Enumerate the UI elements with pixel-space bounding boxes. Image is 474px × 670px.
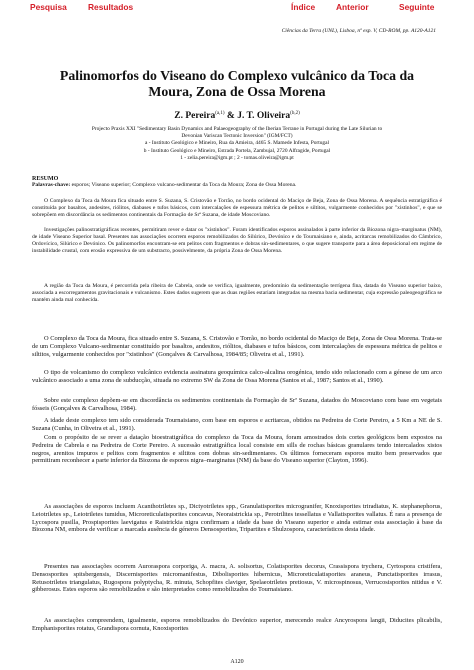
body-paragraph: O tipo de volcanismo do complexo vulcânico evidencia assinatura geoquímica calco-alcalina orogénica, tendo sido relacionado com a génese de um arco vulcânico associado a uma zona de subducção, situada no extremo SW da Zona de Ossa Morena (Santos et al., 1987; Santos et al., 1990). [32,369,442,384]
nav-resultados-link[interactable]: Resultados [88,2,134,12]
body-paragraph: Com o propósito de se rever a datação bioestratigráfica do complexo da Toca da Moura, foram amostrados dois cortes geológicos bem expostos na Pedreira de Cabrela e na Pedreira de Corte Pereiro. A sucessão estratigráfica local consiste em sills de rochas básicas granulares tendo intercalados xistos negros, arenitos impuros e pelitos com fragmentos e siltitos com dobras sin-sedimentares. Os últimos forneceram esporos muito bem preservados que permitiram reconhecer a parte inferior da Biozona de esporos nigra–marginatus (NM) da base do Viseano superior (Clayton, 1996). [32,434,442,465]
affiliation-line: Devonian Variscan Tectonic Inversion" (IGM/FCT) [181,133,293,140]
nav-pesquisa-link[interactable]: Pesquisa [30,2,67,12]
body-paragraph: Sobre este complexo depõem-se em discordância os sedimentos continentais da Formação de Srª Suzana, datados do Moscoviano com base em vegetais fósseis (Gonçalves & Carvalhosa, 1984). [32,397,442,412]
title-line-1: Palinomorfos do Viseano do Complexo vulcânico da Toca da [59,68,415,83]
journal-citation: Ciências da Terra (UNL), Lisboa, nº esp. V, CD-ROM, pp. A120-A121 [281,28,436,34]
abstract-paragraph: O Complexo da Toca da Moura fica situado entre S. Suzana, S. Cristovão e Torrão, no bordo ocidental do Maciço de Beja, Zona de Ossa Morena. A sequência estratigráfica é constituída por basaltos, andesites, riólitos, diabases e tufos básicos, com intercalações de espessura métrica de pelitos e siltitos, vulgarmente conhecidos por "xistinhos", e que se sobrepõem em discordância os sedimentos continentais da Formação de Srª Suzana, de idade Moscoviano. [32,198,442,219]
nav-indice-link[interactable]: Índice [291,2,316,12]
abstract-paragraph: A região da Toca da Moura, é percorrida pela ribeira de Cabrela, onde se verifica, igualmente, predomínio da sedimentação terrígena fina, datada do Viseano superior baixo, associada a escorregamentos gravitacionais e vulcanismo. Estes dados sugerem que as duas regiões estariam integradas na mesma bacia sedimentar, cuja expressão paleogeográfica se mantém ainda mal conhecida. [32,283,442,304]
body-paragraph: A idade deste complexo tem sido considerada Tournaisiano, com base em esporos e acritarcas, obtidos na Pedreira de Corte Pereiro, a 5 Km a NE de S. Suzana (Cunha, in Oliveira et al., 1991). [32,417,442,432]
author-1: Z. Pereira [174,111,216,122]
author-2: J. T. Oliveira [237,111,291,122]
affiliation-line: b - Instituto Geológico e Mineiro, Estrada Portela, Zambujal, 2720 Alfragide, Portugal [143,147,331,154]
nav-seguinte-link[interactable]: Seguinte [399,2,435,12]
resumo-heading: RESUMO [32,176,59,182]
paper-title [0,68,474,100]
abstract-paragraph: Investigações palinostratigráficas recentes, permitiram rever e datar os "xistinhos". Foram identificados esporos assinalados à parte inferior da Biozona nigra–marginatus (NM), de idade Viseano Superior basal. Presentes nas associações ocorrem esporos remobilizados do Silúrico, Devónico e do Tournaisiano e, ainda, acritarcas remobilizados do Câmbrico, Ordovícico, Silúrico e Devónico. Os palinomorfos encontram-se em pelitos com fragmentos e dobras sin-sedimentares, o que sugere transporte para a área deposicional em regime de instabilidade crustal, com erosão expressiva de um substracto, possivelmente, da própria Zona de Ossa Morena. [32,227,442,255]
body-paragraph: As associações de esporos incluem Acanthotriletes sp., Dictyotriletes spp., Granulatisporites microgranifer, Knoxisporites triradiatus, K. stephanephorus, Leiotriletes sp., Leiotriletes tumidus, Microreticulatisporites concavus, Neoraistrickia sp., Perotrilites tessellatus e Vallatisporites vallatus. É rara a presença de Lycospora pusilla, Prospisporites laevigatus e Raistrickia nigra confirmam a idade da base do Viseano superior e ainda estimar esta associação à base da Biozona NM, embora de verificar a marcada ausência de géneros Densosporites, Tripartites e Shulzospora, característicos desta idade. [32,503,442,534]
body-paragraph: O Complexo da Toca da Moura, fica situado entre S. Suzana, S. Cristovão e Torrão, no bordo ocidental do Maciço de Beja, Zona de Ossa Morena. Trata-se de um Complexo Vulcano-sedimentar constituído por basaltos, andesitos, riólitos, diabases e tufos básicos, com intercalações de espessura métrica de pelitos e siltitos, vulgarmente conhecidos por "xistinhos" (Gonçalves & Carvalhosa, 1984/85; Oliveira et al., 1991). [32,335,442,358]
navigation-bar [0,0,474,20]
title-line-2: Moura, Zona de Ossa Morena [148,84,326,99]
author-separator: & [224,111,238,122]
affiliations [60,126,414,162]
affiliation-line: 1 - zelia.pereira@igm.pt ; 2 - tomas.oliveira@igm.pt [180,154,294,161]
author-1-affil: (a,1) [215,111,225,116]
body-paragraph: Presentes nas associações ocorrem Aurorasporа corporiga, A. macra, A. solisortus, Colatisporites decorus, Crassispora trychera, Cyrtospora cristifera, Densosporites spitsbergensis, Discernisporites micromanifestus, Dibolisporites hibernicus, Microreticulatisporites araneus, Punctatisporites irrasus, Retusotriletes triangulatus, Rugospora polyptycha, R. minuta, Schopfites claviger, Spelaeotriletes pretiosus, V. microspinosus, Verrucosisporites nitidus e V. gibberosus. Estes esporos são remobilizados e são interpretados como remobilizados do Tournaisiano. [32,563,442,594]
affiliation-line: a - Instituto Geológico e Mineiro, Rua da Amieira, 4465 S. Mamede Infesta, Portugal [145,140,329,147]
keywords-label: Palavras-chave: [32,182,71,188]
author-list [0,111,474,121]
body-paragraph: As associações compreendem, igualmente, esporos remobilizados do Devónico superior, merecendo realce Ancyrospora langii, Diducites plicabilis, Emphanisporites rotatus, Grandispora cornuta, Knoxisporites [32,617,442,632]
author-2-affil: (b,2) [290,111,300,116]
keywords-text: esporos; Viseano superior; Complexo vulcano-sedimentar da Toca da Moura; Zona de Ossa Morena. [70,182,297,188]
keywords [32,182,296,188]
affiliation-line: Projecto Praxis XXI "Sedimentary Basin Dynamics and Palaeogeography of the Iberian Terrane in Portugal during the Late Silurian to [91,126,383,132]
nav-anterior-link[interactable]: Anterior [336,2,369,12]
page-number: A120 [230,659,244,665]
